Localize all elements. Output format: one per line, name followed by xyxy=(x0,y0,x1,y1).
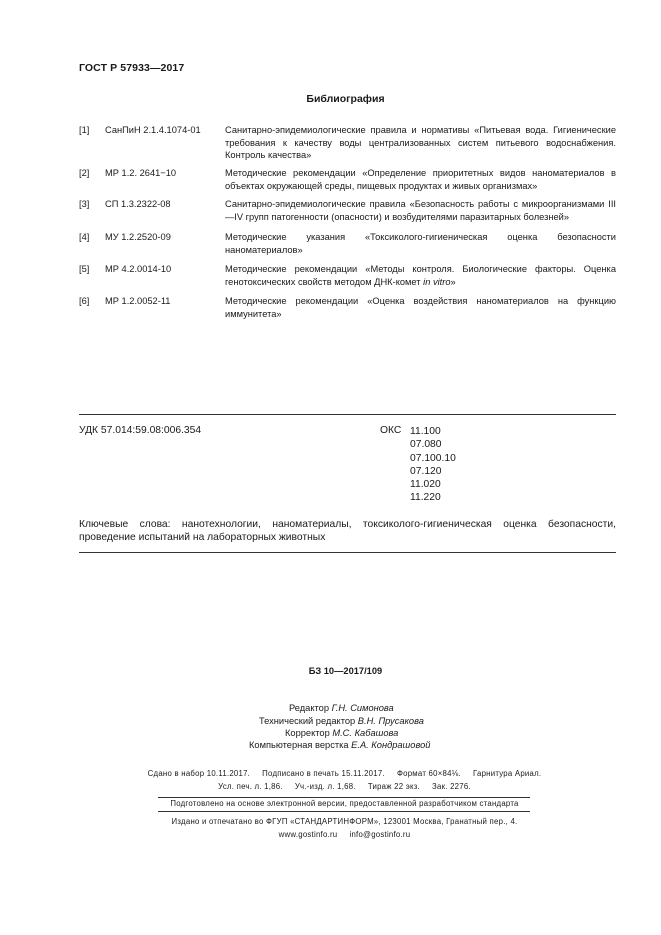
oks-code: 07.100.10 xyxy=(410,452,456,464)
bibliography-title: Библиография xyxy=(306,93,385,105)
publisher-contacts: www.gostinfo.ru info@gostinfo.ru xyxy=(278,830,411,839)
item-description: Методические указания «Токсиколого-гигиеническая оценка безопасности наноматериалов» xyxy=(225,232,616,255)
oks-code: 11.020 xyxy=(410,479,441,491)
item-description: Санитарно-эпидемиологические правила «Безопасность работы с микроорганизмами III—IV групп патогенности (опасности) и возбудителями паразитарных болезней» xyxy=(225,199,616,222)
staff-role: Корректор xyxy=(285,728,333,738)
print-details-line2: Усл. печ. л. 1,86. Уч.-изд. л. 1,68. Тираж 22 экз. Зак. 2276. xyxy=(218,782,471,791)
divider-bottom xyxy=(79,552,616,553)
document-header: ГОСТ Р 57933—2017 xyxy=(79,62,185,74)
item-code: МУ 1.2.2520-09 xyxy=(105,232,171,242)
staff-layout xyxy=(249,739,430,751)
item-number: [4] xyxy=(79,232,90,242)
staff-role: Компьютерная верстка xyxy=(249,740,352,750)
imprint-divider-1 xyxy=(158,797,530,798)
oks-code: 07.120 xyxy=(410,465,442,477)
print-details-line1: Сдано в набор 10.11.2017. Подписано в печать 15.11.2017. Формат 60×84⅛. Гарнитура Ариал. xyxy=(147,769,542,778)
prepared-note: Подготовлено на основе электронной версии, предоставленной разработчиком стандарта xyxy=(170,799,519,808)
item-description: Санитарно-эпидемиологические правила и нормативы «Питьевая вода. Гигиенические требования к качеству воды централизованных систем питьевого водоснабжения. Контроль качества» xyxy=(225,125,616,161)
staff-name: М.С. Кабашова xyxy=(332,728,399,738)
item-description xyxy=(225,263,616,288)
item-number: [5] xyxy=(79,264,90,274)
divider-top xyxy=(79,414,616,415)
item-description: Методические рекомендации «Оценка воздействия наноматериалов на функцию иммунитета» xyxy=(225,296,616,319)
item-code: МР 4.2.0014-10 xyxy=(105,264,172,274)
staff-editor xyxy=(289,702,394,714)
item-description-italic: in vitro xyxy=(423,276,451,287)
staff-corrector xyxy=(285,727,398,739)
item-code: СанПиН 2.1.4.1074-01 xyxy=(105,125,201,135)
staff-role: Технический редактор xyxy=(259,716,358,726)
oks-code: 11.220 xyxy=(410,492,441,504)
item-code: СП 1.3.2322-08 xyxy=(105,199,171,209)
oks-codes xyxy=(410,425,456,505)
item-code: МР 1.2.0052-11 xyxy=(105,296,171,306)
imprint-divider-2 xyxy=(158,811,530,812)
item-number: [1] xyxy=(79,125,90,135)
staff-name: В.Н. Прусакова xyxy=(357,716,424,726)
item-description: Методические рекомендации «Определение приоритетных видов наноматериалов в объектах окружающей среды, пищевых продуктах и живых организмах» xyxy=(225,168,616,191)
staff-tech-editor xyxy=(259,715,424,727)
staff-name: Е.А. Кондрашовой xyxy=(351,740,431,750)
item-number: [2] xyxy=(79,168,90,178)
staff-name: Г.Н. Симонова xyxy=(331,703,394,713)
item-description-main: Методические рекомендации «Методы контроля. Биологические факторы. Оценка генотоксических свойств методом ДНК-комет xyxy=(225,264,616,287)
item-code: МР 1.2. 2641−10 xyxy=(105,168,177,178)
oks-code: 11.100 xyxy=(410,426,441,437)
bz-number: БЗ 10—2017/109 xyxy=(308,666,383,676)
staff-role: Редактор xyxy=(289,703,332,713)
publisher-info: Издано и отпечатано во ФГУП «СТАНДАРТИНФОРМ», 123001 Москва, Гранатный пер., 4. xyxy=(171,817,518,826)
udk-code: УДК 57.014:59.08:006.354 xyxy=(79,425,202,436)
item-number: [3] xyxy=(79,199,90,209)
item-description-end: » xyxy=(450,276,456,287)
oks-code: 07.080 xyxy=(410,439,442,451)
item-number: [6] xyxy=(79,296,90,306)
keywords: Ключевые слова: нанотехнологии, наноматериалы, токсиколого-гигиеническая оценка безопасности, проведение испытаний на лабораторных животных xyxy=(79,519,616,544)
oks-label: ОКС xyxy=(380,425,402,436)
